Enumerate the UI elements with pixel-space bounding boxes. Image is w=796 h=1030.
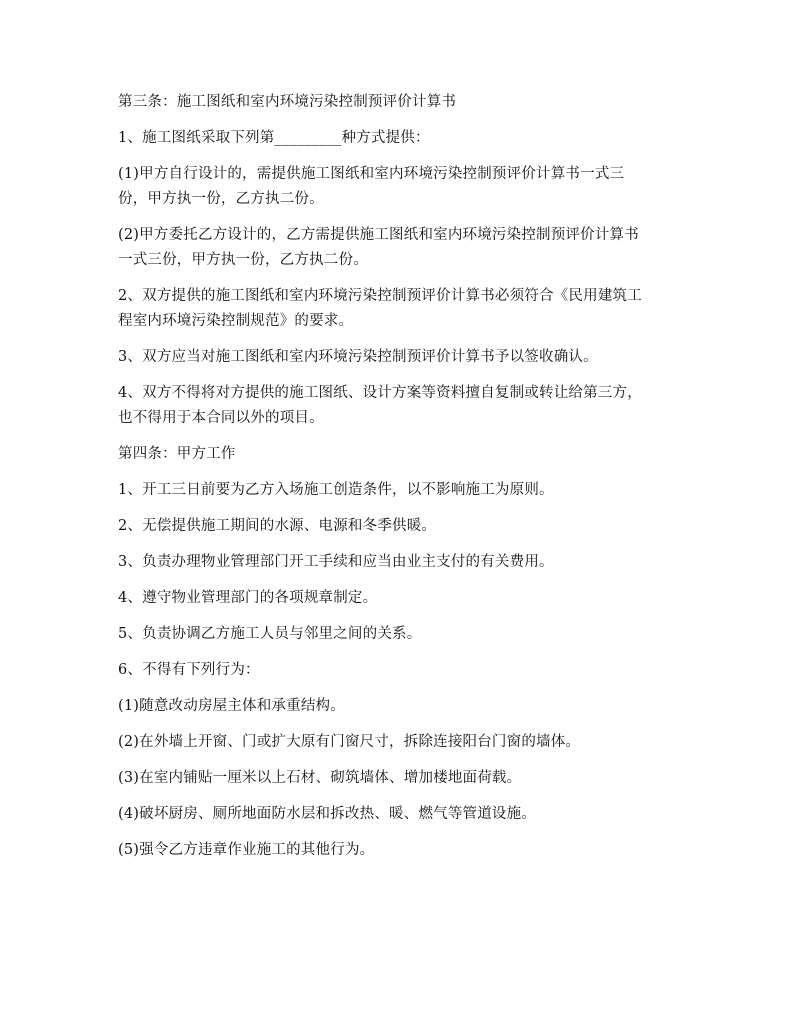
clause-4-6-item-5: [118, 838, 678, 863]
text-line: (5)强令乙方违章作业施工的其他行为。: [118, 842, 375, 858]
text-line: 2、无偿提供施工期间的水源、电源和冬季供暖。: [118, 518, 437, 534]
clause-4-5: [118, 622, 678, 647]
clause-4-6-item-4: [118, 802, 678, 827]
clause-3-2: [118, 284, 678, 334]
clause-4-6-item-2: [118, 730, 678, 755]
text-line: 份，甲方执一份，乙方执二份。: [118, 191, 324, 207]
document-page: [118, 90, 678, 874]
text-line: 5、负责协调乙方施工人员与邻里之间的关系。: [118, 626, 422, 642]
text-line: (1)甲方自行设计的，需提供施工图纸和室内环境污染控制预评价计算书一式三: [118, 166, 625, 182]
clause-4-6: [118, 658, 678, 683]
clause-3-1-item-1: [118, 162, 678, 212]
clause-3-3: [118, 345, 678, 370]
text-line: (3)在室内铺贴一厘米以上石材、砌筑墙体、增加楼地面荷载。: [118, 770, 522, 786]
clause-3-1-item-2: [118, 223, 678, 273]
article-4-heading: [118, 442, 678, 467]
text-line: 程室内环境污染控制规范》的要求。: [118, 313, 354, 329]
text-line: 2、双方提供的施工图纸和室内环境污染控制预评价计算书必须符合《民用建筑工: [118, 288, 642, 304]
clause-4-6-item-3: [118, 766, 678, 791]
clause-3-4: [118, 381, 678, 431]
clause-4-4: [118, 586, 678, 611]
text-line: 也不得用于本合同以外的项目。: [118, 410, 324, 426]
text-line: 一式三份，甲方执一份，乙方执二份。: [118, 252, 368, 268]
text-line: 1、开工三日前要为乙方入场施工创造条件，以不影响施工为原则。: [118, 482, 554, 498]
text-line: 1、施工图纸采取下列第_________种方式提供：: [118, 130, 430, 146]
text-line: (2)甲方委托乙方设计的，乙方需提供施工图纸和室内环境污染控制预评价计算书: [118, 227, 639, 243]
text-line: 4、双方不得将对方提供的施工图纸、设计方案等资料擅自复制或转让给第三方，: [118, 385, 642, 401]
text-line: 4、遵守物业管理部门的各项规章制定。: [118, 590, 378, 606]
clause-4-3: [118, 550, 678, 575]
text-line: 第四条：甲方工作: [118, 446, 236, 462]
text-line: (4)破坏厨房、厕所地面防水层和拆改热、暖、燃气等管道设施。: [118, 806, 537, 822]
clause-4-2: [118, 514, 678, 539]
text-line: (1)随意改动房屋主体和承重结构。: [118, 698, 345, 714]
clause-4-1: [118, 478, 678, 503]
clause-3-1: [118, 126, 678, 151]
text-line: 第三条：施工图纸和室内环境污染控制预评价计算书: [118, 94, 457, 110]
text-line: 3、负责办理物业管理部门开工手续和应当由业主支付的有关费用。: [118, 554, 554, 570]
text-line: 6、不得有下列行为：: [118, 662, 260, 678]
clause-4-6-item-1: [118, 694, 678, 719]
text-line: (2)在外墙上开窗、门或扩大原有门窗尺寸，拆除连接阳台门窗的墙体。: [118, 734, 581, 750]
article-3-heading: [118, 90, 678, 115]
text-line: 3、双方应当对施工图纸和室内环境污染控制预评价计算书予以签收确认。: [118, 349, 598, 365]
